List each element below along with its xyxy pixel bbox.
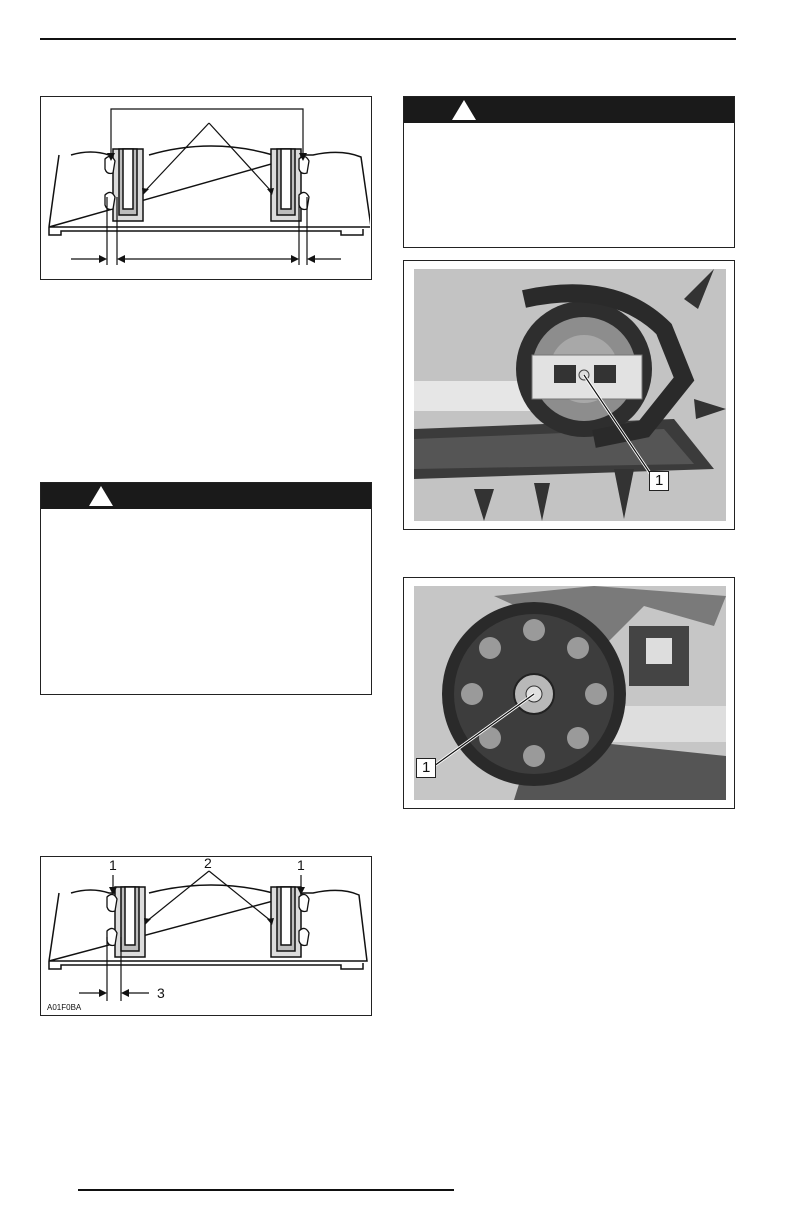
warning-header [404, 97, 734, 123]
photo-figure-top [403, 260, 735, 530]
warning-triangle-icon [452, 100, 476, 120]
header-rule [40, 38, 736, 40]
photo1-callout-1: 1 [649, 471, 669, 491]
suspension-photo [414, 269, 726, 521]
warning-header [41, 483, 371, 509]
wheel-photo [414, 586, 726, 800]
warning-triangle-icon [89, 486, 113, 506]
track-clip-diagram [41, 857, 370, 1014]
callout-1-left: 1 [109, 857, 117, 873]
idler-wheel-photo [414, 586, 726, 800]
track-clip-figure [40, 856, 372, 1016]
track-diagram [41, 97, 370, 278]
callout-3: 3 [157, 985, 165, 1001]
track-diagram-figure [40, 96, 372, 280]
figure-code: A01F0BA [47, 1003, 82, 1012]
footer-rule [78, 1189, 454, 1191]
rear-idler-photo [414, 269, 726, 521]
photo2-callout-1: 1 [416, 758, 436, 778]
warning-box-left [40, 482, 372, 695]
warning-box-right [403, 96, 735, 248]
callout-2: 2 [204, 855, 212, 871]
photo-figure-bottom [403, 577, 735, 809]
callout-1-right: 1 [297, 857, 305, 873]
